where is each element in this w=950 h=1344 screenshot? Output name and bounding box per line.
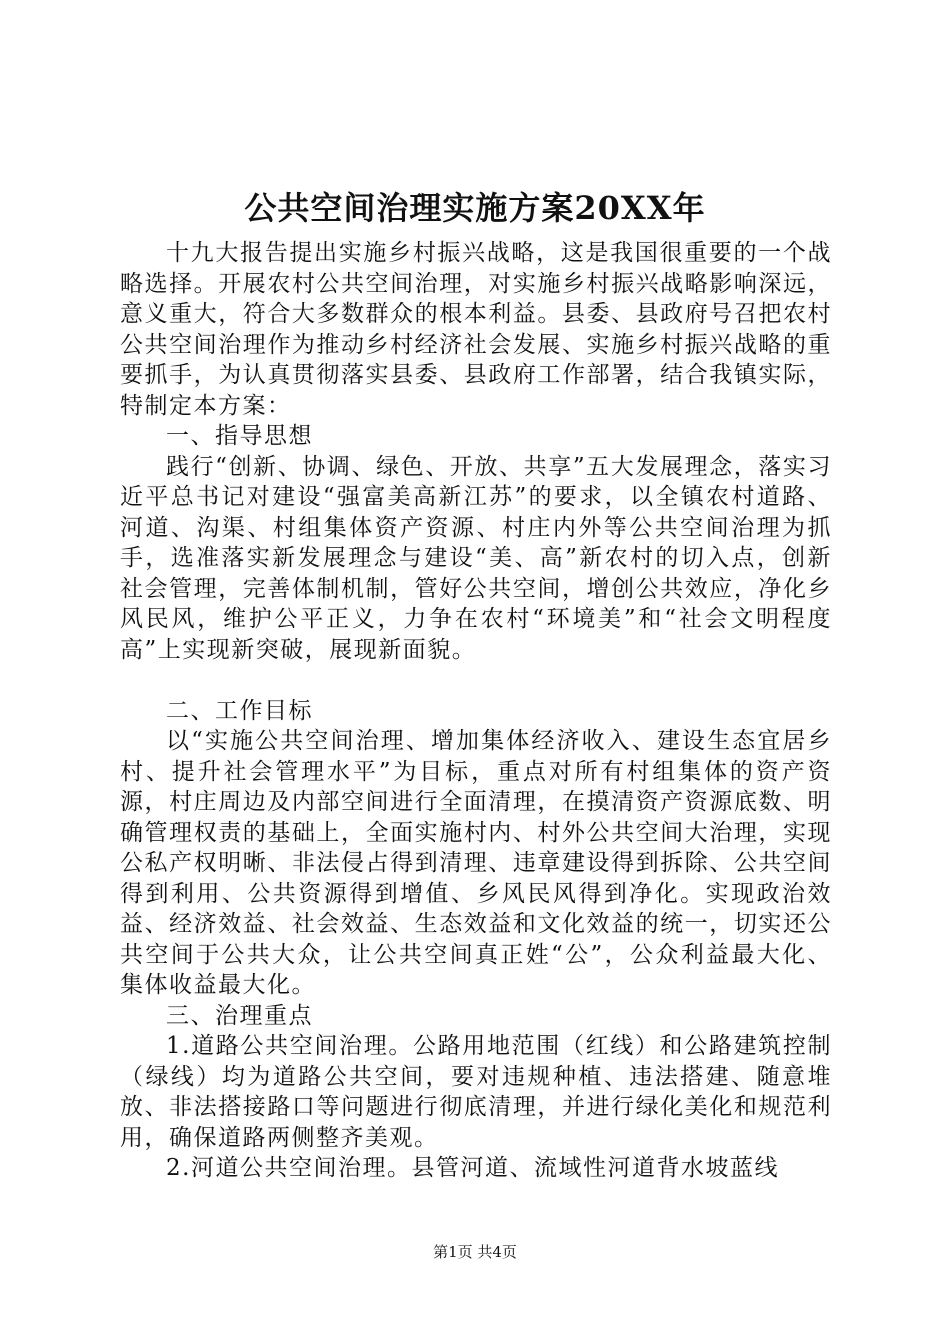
section-heading-guiding-ideology: 一、指导思想 xyxy=(166,423,313,449)
section-paragraph: 2.河道公共空间治理。县管河道、流域性河道背水坡蓝线 xyxy=(166,1155,779,1181)
intro-paragraph: 十九大报告提出实施乡村振兴战略，这是我国很重要的一个战略选择。开展农村公共空间治理，对实施乡村振兴战略影响深远，意义重大，符合大多数群众的根本利益。县委、县政府号召把农村公共空间治理作为推动乡村经济社会发展、实施乡村振兴战略的重要抓手，为认真贯彻落实县委、县政府工作部署，结合我镇实际，特制定本方案： xyxy=(120,240,832,419)
section-paragraph: 以“实施公共空间治理、增加集体经济收入、建设生态宜居乡村、提升社会管理水平”为目标，重点对所有村组集体的资产资源，村庄周边及内部空间进行全面清理，在摸清资产资源底数、明确管理权责的基础上，全面实施村内、村外公共空间大治理，实现公私产权明晰、非法侵占得到清理、违章建设得到拆除、公共空间得到利用、公共资源得到增值、乡风民风得到净化。实现政治效益、经济效益、社会效益、生态效益和文化效益的统一，切实还公共空间于公共大众，让公共空间真正姓“公”，公众利益最大化、集体收益最大化。 xyxy=(120,728,832,998)
section-paragraph: 1.道路公共空间治理。公路用地范围（红线）和公路建筑控制（绿线）均为道路公共空间，要对违规种植、违法搭建、随意堆放、非法搭接路口等问题进行彻底清理，并进行绿化美化和规范利用，确保道路两侧整齐美观。 xyxy=(120,1033,832,1151)
section-heading-governance-focus: 三、治理重点 xyxy=(166,1002,313,1029)
document-body xyxy=(120,238,832,1184)
paragraph-gap xyxy=(120,665,832,696)
section-paragraph: 践行“创新、协调、绿色、开放、共享”五大发展理念，落实习近平总书记对建设“强富美高新江苏”的要求，以全镇农村道路、河道、沟渠、村组集体资产资源、村庄内外等公共空间治理为抓手，选准落实新发展理念与建设“美、高”新农村的切入点，创新社会管理，完善体制机制，管好公共空间，增创公共效应，净化乡风民风，维护公平正义，力争在农村“环境美”和“社会文明程度高”上实现新突破，展现新面貌。 xyxy=(120,453,832,663)
document-title: 公共空间治理实施方案20XX年 xyxy=(244,189,706,227)
page-number-footer: 第1页 共4页 xyxy=(433,1243,517,1261)
section-heading-work-goals: 二、工作目标 xyxy=(166,697,313,724)
